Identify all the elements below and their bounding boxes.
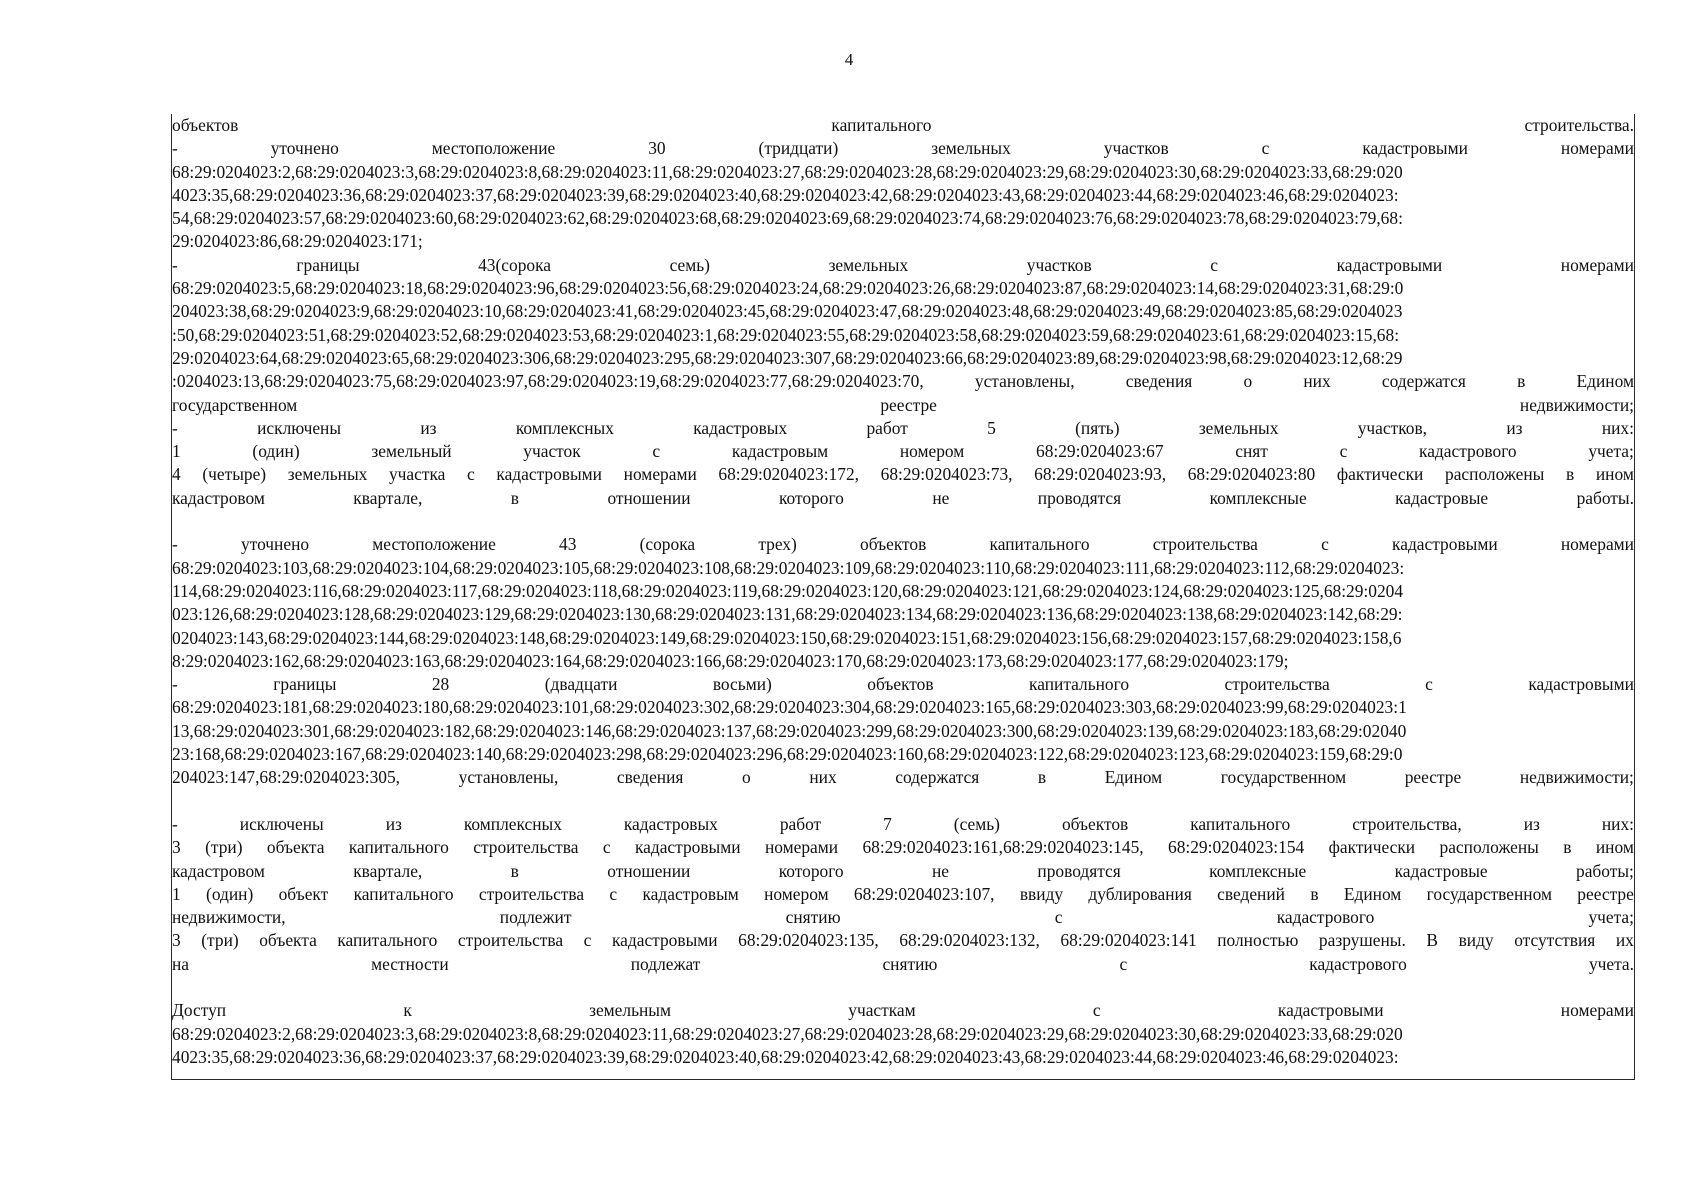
text-line bbox=[172, 836, 1634, 859]
word: строительства bbox=[1152, 534, 1258, 555]
word: объектов bbox=[860, 534, 927, 555]
word: местоположение bbox=[431, 138, 556, 159]
word: объектов bbox=[867, 674, 934, 695]
word: 68:29:0204023:154 bbox=[1168, 837, 1305, 858]
word: ином bbox=[1595, 464, 1634, 485]
word: не bbox=[932, 487, 950, 508]
word: номером bbox=[899, 441, 965, 462]
word: кадастровыми bbox=[1362, 138, 1468, 159]
word: расположены bbox=[1445, 464, 1545, 485]
word: (четыре) bbox=[202, 464, 267, 485]
word: с bbox=[602, 837, 611, 858]
word: фактически bbox=[1336, 464, 1424, 485]
word: кадастровыми bbox=[1336, 254, 1443, 275]
word: недвижимости; bbox=[1519, 394, 1634, 415]
word: учета. bbox=[1588, 953, 1634, 974]
word: о bbox=[742, 767, 751, 788]
word: исключены bbox=[257, 417, 342, 438]
word: государственном bbox=[1426, 883, 1552, 904]
text-line: 68:29:0204023:5,68:29:0204023:18,68:29:0204023:96,68:29:0204023:56,68:29:0204023:24,68:29:0204023:26,68:29:0204023:87,68:29:0204023:14,68:29:0204023:31,68:29:0 bbox=[172, 278, 1404, 299]
word: земельных bbox=[828, 254, 909, 275]
word: земельный bbox=[371, 441, 452, 462]
word: не bbox=[932, 860, 950, 881]
text-line: 68:29:0204023:2,68:29:0204023:3,68:29:0204023:8,68:29:0204023:11,68:29:0204023:27,68:29:0204023:28,68:29:0204023:29,68:29:0204023:30,68:29:0204023:33,68:29:020 bbox=[172, 1023, 1403, 1044]
word: 43 bbox=[559, 534, 577, 555]
word: работ bbox=[866, 417, 908, 438]
word: капитального bbox=[831, 115, 932, 135]
text-line bbox=[172, 254, 1634, 277]
text-line bbox=[172, 417, 1634, 440]
text-line: 68:29:0204023:103,68:29:0204023:104,68:29:0204023:105,68:29:0204023:108,68:29:0204023:109,68:29:0204023:110,68:29:0204023:111,68:29:0204023:112,68:29:0204023: bbox=[172, 557, 1405, 578]
word: с bbox=[1261, 138, 1270, 159]
text-line: 23:168,68:29:0204023:167,68:29:0204023:140,68:29:0204023:298,68:29:0204023:296,68:29:0204023:160,68:29:0204023:122,68:29:0204023:123,68:29:0204023:159,68:29:0 bbox=[172, 744, 1403, 765]
word: которого bbox=[778, 860, 844, 881]
word: учета; bbox=[1588, 907, 1634, 928]
word: проводятся bbox=[1037, 860, 1121, 881]
word: с bbox=[1092, 1000, 1101, 1021]
word: отсутствия bbox=[1514, 930, 1596, 951]
word: квартале, bbox=[353, 487, 423, 508]
text-line bbox=[172, 953, 1634, 976]
word: с bbox=[652, 441, 661, 462]
word: из bbox=[420, 417, 437, 438]
word: кадастровым bbox=[731, 441, 829, 462]
word: в bbox=[1037, 767, 1047, 788]
word: 68:29:0204023:135, bbox=[738, 930, 879, 951]
word: кадастровыми bbox=[1277, 1000, 1384, 1021]
text-line: 0204023:143,68:29:0204023:144,68:29:0204023:148,68:29:0204023:149,68:29:0204023:150,68:29:0204023:151,68:29:0204023:156,68:29:0204023:157,68:29:0204023:158,6 bbox=[172, 627, 1402, 648]
document-text-frame bbox=[171, 114, 1635, 1080]
word: границы bbox=[273, 674, 337, 695]
word: исключены bbox=[239, 813, 324, 834]
word: (три) bbox=[201, 930, 239, 951]
word: содержатся bbox=[1381, 371, 1466, 392]
word: 28 bbox=[431, 674, 450, 695]
blank-line bbox=[172, 510, 1634, 533]
word: кадастровыми bbox=[1392, 534, 1498, 555]
word: (двадцати bbox=[544, 674, 618, 695]
word: участков bbox=[1103, 138, 1169, 159]
word: из bbox=[385, 813, 402, 834]
word: с bbox=[583, 930, 592, 951]
word: кадастровыми bbox=[1528, 674, 1634, 695]
word: кадастровые bbox=[1395, 487, 1489, 508]
word: строительства bbox=[478, 883, 585, 904]
word: 7 bbox=[883, 813, 892, 834]
word: В bbox=[1426, 930, 1438, 951]
word: участкам bbox=[848, 1000, 916, 1021]
word: с bbox=[1339, 441, 1348, 462]
word: 68:29:0204023:80 bbox=[1187, 464, 1316, 485]
word: капитального bbox=[989, 534, 1090, 555]
word: кадастровом bbox=[172, 487, 265, 508]
word: установлены, bbox=[974, 371, 1075, 392]
word: местоположение bbox=[372, 534, 496, 555]
word: номерами bbox=[1560, 138, 1634, 159]
word: расположены bbox=[1439, 837, 1539, 858]
word: недвижимости; bbox=[1519, 767, 1634, 788]
word: кадастрового bbox=[1276, 907, 1375, 928]
word: земельных bbox=[287, 464, 368, 485]
word: номерами bbox=[1560, 534, 1634, 555]
word: их bbox=[1615, 930, 1634, 951]
word: кадастровых bbox=[693, 417, 788, 438]
word: уточнено bbox=[241, 534, 310, 555]
word: о bbox=[1243, 371, 1253, 392]
text-line bbox=[172, 533, 1634, 556]
word: восьми) bbox=[712, 674, 772, 695]
word: ином bbox=[1595, 837, 1634, 858]
text-line bbox=[172, 370, 1634, 393]
word: кадастровыми bbox=[496, 464, 602, 485]
text-line bbox=[172, 929, 1634, 952]
word: Едином bbox=[1576, 371, 1634, 392]
word: местности bbox=[371, 953, 449, 974]
text-line bbox=[172, 860, 1634, 883]
word: уточнено bbox=[270, 138, 339, 159]
blank-line bbox=[172, 790, 1634, 813]
word: (сорока bbox=[639, 534, 696, 555]
word: снятию bbox=[785, 907, 841, 928]
word: 3 bbox=[172, 837, 181, 858]
word: сведения bbox=[1125, 371, 1193, 392]
word: участок bbox=[523, 441, 581, 462]
word: сведения bbox=[616, 767, 684, 788]
word: номерами bbox=[1560, 254, 1634, 275]
word: объекта bbox=[266, 837, 325, 858]
word: капитального bbox=[353, 883, 454, 904]
word: капитального bbox=[1190, 813, 1291, 834]
word: 68:29:0204023:73, bbox=[880, 464, 1013, 485]
word: государственном bbox=[172, 394, 298, 415]
word: снят bbox=[1235, 441, 1268, 462]
text-line: 4023:35,68:29:0204023:36,68:29:0204023:37,68:29:0204023:39,68:29:0204023:40,68:29:0204023:42,68:29:0204023:43,68:29:0204023:44,68:29:0204023:46,68:29:0204023: bbox=[172, 1046, 1399, 1067]
word: (один) bbox=[252, 441, 300, 462]
word: трех) bbox=[758, 534, 797, 555]
word: кадастровыми bbox=[634, 837, 741, 858]
word: - bbox=[172, 138, 178, 159]
word: установлены, bbox=[458, 767, 559, 788]
word: комплексных bbox=[515, 417, 614, 438]
word: Едином bbox=[1104, 767, 1163, 788]
word: земельным bbox=[589, 1000, 671, 1021]
word: 1 bbox=[172, 441, 181, 462]
word: содержатся bbox=[895, 767, 980, 788]
text-line bbox=[172, 394, 1634, 417]
text-line bbox=[172, 999, 1634, 1022]
word: 68:29:0204023:107, bbox=[853, 883, 995, 904]
text-line bbox=[172, 906, 1634, 929]
word: 68:29:0204023:93, bbox=[1034, 464, 1167, 485]
text-line: 023:126,68:29:0204023:128,68:29:0204023:129,68:29:0204023:130,68:29:0204023:131,68:29:0204023:134,68:29:0204023:136,68:29:0204023:138,68:29:0204023:142,68:29: bbox=[172, 604, 1403, 625]
word: объектов bbox=[1061, 813, 1129, 834]
word: снятию bbox=[882, 953, 938, 974]
word: с bbox=[1425, 674, 1433, 695]
word: виду bbox=[1458, 930, 1494, 951]
word: в bbox=[510, 487, 519, 508]
word: 68:29:0204023:67 bbox=[1036, 441, 1164, 462]
word: капитального bbox=[348, 837, 449, 858]
text-line: 13,68:29:0204023:301,68:29:0204023:182,68:29:0204023:146,68:29:0204023:137,68:29:0204023:299,68:29:0204023:300,68:29:0204023:139,68:29:0204023:183,68:29:02040 bbox=[172, 720, 1407, 741]
text-line bbox=[172, 114, 1634, 137]
word: реестре bbox=[880, 394, 937, 415]
word: номерами bbox=[1560, 1000, 1634, 1021]
word: строительства, bbox=[1352, 813, 1462, 834]
word: (три) bbox=[205, 837, 243, 858]
word: 30 bbox=[648, 138, 666, 159]
word: кадастрового bbox=[1309, 953, 1407, 974]
word: в bbox=[1566, 464, 1575, 485]
word: (пять) bbox=[1075, 417, 1120, 438]
word: кадастровым bbox=[642, 883, 739, 904]
word: с bbox=[609, 883, 618, 904]
word: дублирования bbox=[1088, 883, 1192, 904]
word: проводятся bbox=[1037, 487, 1122, 508]
word: сведений bbox=[1217, 883, 1285, 904]
text-line: 204023:38,68:29:0204023:9,68:29:0204023:10,68:29:0204023:41,68:29:0204023:45,68:29:0204023:47,68:29:0204023:48,68:29:0204023:49,68:29:0204023:85,68:29:0204023 bbox=[172, 301, 1403, 322]
text-line bbox=[172, 463, 1634, 486]
word: капитального bbox=[1029, 674, 1130, 695]
word: из bbox=[1506, 417, 1523, 438]
word: - bbox=[172, 674, 178, 695]
word: с bbox=[1054, 907, 1063, 928]
word: учета; bbox=[1588, 441, 1634, 462]
word: них: bbox=[1601, 813, 1634, 834]
text-line bbox=[172, 137, 1634, 160]
text-line: :50,68:29:0204023:51,68:29:0204023:52,68:29:0204023:53,68:29:0204023:1,68:29:0204023:55,68:29:0204023:58,68:29:0204023:59,68:29:0204023:61,68:29:0204023:15,68: bbox=[172, 324, 1400, 345]
word: ввиду bbox=[1019, 883, 1064, 904]
word: них: bbox=[1601, 417, 1634, 438]
word: кадастровые bbox=[1394, 860, 1488, 881]
word: :0204023:13,68:29:0204023:75,68:29:0204023:97,68:29:0204023:19,68:29:0204023:77,68:29:0204023:70, bbox=[172, 371, 924, 392]
word: 43(сорока bbox=[478, 254, 552, 275]
word: 68:29:0204023:132, bbox=[899, 930, 1040, 951]
text-line bbox=[172, 440, 1634, 463]
word: квартале, bbox=[353, 860, 423, 881]
word: (один) bbox=[206, 883, 254, 904]
word: работы; bbox=[1576, 860, 1634, 881]
text-line: 29:0204023:64,68:29:0204023:65,68:29:0204023:306,68:29:0204023:295,68:29:0204023:307,68:29:0204023:66,68:29:0204023:89,68:29:0204023:98,68:29:0204023:12,68:29 bbox=[172, 347, 1403, 368]
word: реестре bbox=[1577, 883, 1634, 904]
word: объекта bbox=[259, 930, 317, 951]
page-number: 4 bbox=[844, 50, 854, 69]
word: с bbox=[467, 464, 475, 485]
word: - bbox=[172, 813, 178, 834]
text-line bbox=[172, 766, 1634, 789]
word: - bbox=[172, 534, 178, 555]
text-line: 29:0204023:86,68:29:0204023:171; bbox=[172, 231, 423, 252]
word: них bbox=[809, 767, 837, 788]
word: капитального bbox=[337, 930, 438, 951]
word: с bbox=[1119, 953, 1128, 974]
text-line bbox=[172, 673, 1634, 696]
word: строительства bbox=[457, 930, 564, 951]
word: подлежат bbox=[630, 953, 701, 974]
text-line bbox=[172, 487, 1634, 510]
text-line: 8:29:0204023:162,68:29:0204023:163,68:29:0204023:164,68:29:0204023:166,68:29:0204023:170,68:29:0204023:173,68:29:0204023:177,68:29:0204023:179; bbox=[172, 650, 1289, 671]
text-line bbox=[172, 883, 1634, 906]
word: объект bbox=[278, 883, 329, 904]
word: (семь) bbox=[953, 813, 1000, 834]
word: на bbox=[172, 953, 190, 974]
word: 5 bbox=[987, 417, 996, 438]
word: 4 bbox=[172, 464, 181, 485]
word: 3 bbox=[172, 930, 181, 951]
word: номерами bbox=[764, 837, 839, 858]
text-line bbox=[172, 813, 1634, 836]
word: номером bbox=[764, 883, 829, 904]
word: 1 bbox=[172, 883, 181, 904]
word: работы. bbox=[1576, 487, 1634, 508]
word: кадастровыми bbox=[611, 930, 718, 951]
word: из bbox=[1523, 813, 1540, 834]
word: кадастрового bbox=[1419, 441, 1517, 462]
word: 68:29:0204023:161,68:29:0204023:145, bbox=[862, 837, 1144, 858]
word: границы bbox=[296, 254, 360, 275]
word: 68:29:0204023:141 bbox=[1060, 930, 1197, 951]
word: государственном bbox=[1220, 767, 1347, 788]
word: строительства bbox=[473, 837, 579, 858]
word: с bbox=[1321, 534, 1329, 555]
word: к bbox=[403, 1000, 412, 1021]
word: отношении bbox=[607, 860, 691, 881]
text-line: 4023:35,68:29:0204023:36,68:29:0204023:37,68:29:0204023:39,68:29:0204023:40,68:29:0204023:42,68:29:0204023:43,68:29:0204023:44,68:29:0204023:46,68:29:0204023: bbox=[172, 184, 1399, 205]
word: отношении bbox=[607, 487, 691, 508]
word: (тридцати) bbox=[758, 138, 839, 159]
word: Едином bbox=[1343, 883, 1402, 904]
word: работ bbox=[779, 813, 822, 834]
text-line: 114,68:29:0204023:116,68:29:0204023:117,68:29:0204023:118,68:29:0204023:119,68:29:0204023:120,68:29:0204023:121,68:29:0204023:124,68:29:0204023:125,68:29:0204 bbox=[172, 580, 1404, 601]
word: объектов bbox=[172, 115, 239, 135]
word: - bbox=[172, 254, 178, 275]
word: них bbox=[1303, 371, 1331, 392]
word: участков bbox=[1026, 254, 1092, 275]
word: которого bbox=[778, 487, 844, 508]
word: кадастровом bbox=[172, 860, 265, 881]
word: разрушены. bbox=[1318, 930, 1406, 951]
word: с bbox=[1210, 254, 1219, 275]
word: в bbox=[1310, 883, 1319, 904]
word: полностью bbox=[1217, 930, 1299, 951]
blank-line bbox=[172, 976, 1634, 999]
word: земельных bbox=[1198, 417, 1279, 438]
word: Доступ bbox=[172, 1000, 227, 1021]
word: комплексные bbox=[1209, 860, 1307, 881]
word: 204023:147,68:29:0204023:305, bbox=[172, 767, 401, 788]
word: фактически bbox=[1328, 837, 1416, 858]
word: в bbox=[510, 860, 519, 881]
text-line: 54,68:29:0204023:57,68:29:0204023:60,68:29:0204023:62,68:29:0204023:68,68:29:0204023:69,68:29:0204023:74,68:29:0204023:76,68:29:0204023:78,68:29:0204023:79,68: bbox=[172, 208, 1403, 229]
word: участка bbox=[388, 464, 446, 485]
word: комплексные bbox=[1209, 487, 1307, 508]
word: земельных bbox=[931, 138, 1011, 159]
word: строительства. bbox=[1524, 115, 1634, 135]
word: подлежит bbox=[499, 907, 572, 928]
word: номерами bbox=[623, 464, 697, 485]
word: строительства bbox=[1224, 674, 1330, 695]
text-line: 68:29:0204023:181,68:29:0204023:180,68:29:0204023:101,68:29:0204023:302,68:29:0204023:304,68:29:0204023:165,68:29:0204023:303,68:29:0204023:99,68:29:0204023:1 bbox=[172, 697, 1407, 718]
word: в bbox=[1517, 371, 1526, 392]
word: реестре bbox=[1404, 767, 1462, 788]
text-line: 68:29:0204023:2,68:29:0204023:3,68:29:0204023:8,68:29:0204023:11,68:29:0204023:27,68:29:0204023:28,68:29:0204023:29,68:29:0204023:30,68:29:0204023:33,68:29:020 bbox=[172, 161, 1403, 182]
word: 68:29:0204023:172, bbox=[718, 464, 859, 485]
word: участков, bbox=[1357, 417, 1428, 438]
word: кадастровых bbox=[623, 813, 718, 834]
word: - bbox=[172, 417, 178, 438]
word: недвижимости, bbox=[172, 907, 286, 928]
word: комплексных bbox=[463, 813, 562, 834]
word: семь) bbox=[669, 254, 710, 275]
word: в bbox=[1563, 837, 1572, 858]
